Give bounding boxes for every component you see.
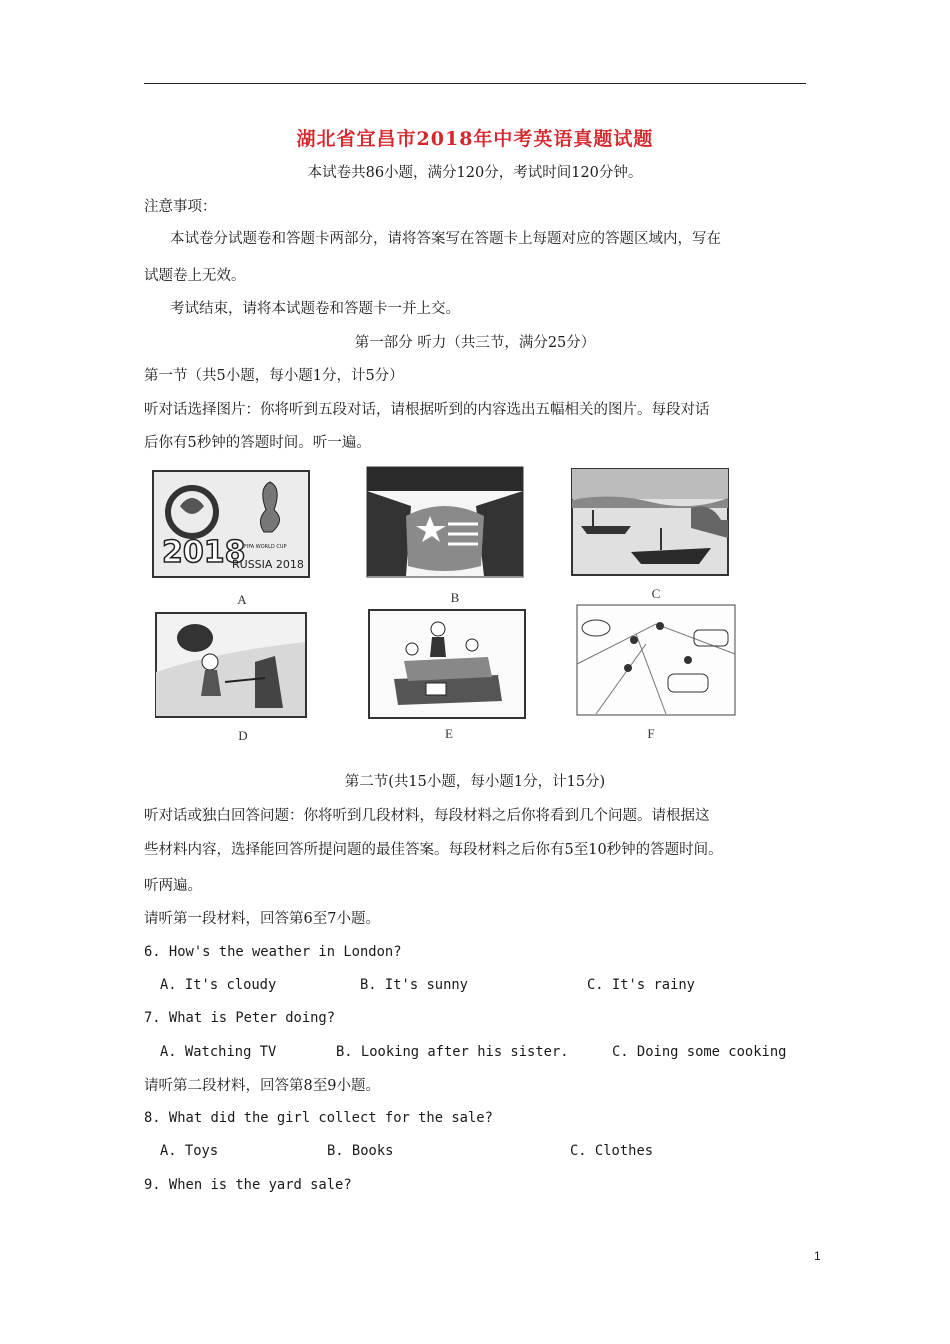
- subtitle: 本试卷共86小题，满分120分，考试时间120分钟。: [307, 165, 643, 181]
- question-6-option-c: C. It's rainy: [587, 977, 695, 993]
- picture-a-small-text: FIFA WORLD CUP: [244, 544, 287, 550]
- page-number: 1: [814, 1249, 821, 1263]
- question-8-option-a: A. Toys: [160, 1143, 219, 1159]
- question-6-stem: 6. How's the weather in London?: [144, 944, 402, 960]
- page-title: 湖北省宜昌市2018年中考英语真题试题: [296, 128, 654, 150]
- picture-a-logo-text: RUSSIA 2018: [232, 558, 304, 571]
- picture-f-street: [576, 604, 736, 716]
- picture-b-handshake: [366, 466, 524, 578]
- question-7-option-a: A. Watching TV: [160, 1044, 277, 1060]
- picture-label-c: C: [651, 586, 661, 601]
- header-rule: [144, 83, 806, 84]
- picture-a-worldcup: [152, 470, 310, 578]
- question-7-option-c: C. Doing some cooking: [612, 1044, 787, 1060]
- section1-heading: 第一节（共5小题，每小题1分，计5分）: [144, 368, 404, 384]
- question-8-stem: 8. What did the girl collect for the sale?: [144, 1110, 493, 1126]
- picture-label-e: E: [445, 726, 453, 741]
- notice-heading: 注意事项：: [144, 199, 217, 215]
- picture-label-b: B: [450, 590, 460, 605]
- question-7-option-b: B. Looking after his sister.: [336, 1044, 569, 1060]
- section2-instruction-c: 听两遍。: [144, 878, 202, 894]
- picture-label-a: A: [237, 592, 247, 607]
- picture-label-d: D: [238, 728, 248, 743]
- section1-instruction-a: 听对话选择图片：你将听到五段对话，请根据听到的内容选出五幅相关的图片。每段对话: [144, 402, 710, 418]
- section1-instruction-b: 后你有5秒钟的答题时间。听一遍。: [144, 435, 371, 451]
- material-2-instruction: 请听第二段材料，回答第8至9小题。: [144, 1078, 380, 1094]
- picture-a-year: 2018: [162, 535, 246, 570]
- question-6-option-b: B. It's sunny: [360, 977, 468, 993]
- question-6-option-a: A. It's cloudy: [160, 977, 277, 993]
- question-9-stem: 9. When is the yard sale?: [144, 1177, 352, 1193]
- picture-d-cartoon: [155, 612, 307, 718]
- part1-heading: 第一部分 听力（共三节，满分25分）: [354, 335, 596, 351]
- material-1-instruction: 请听第一段材料，回答第6至7小题。: [144, 911, 380, 927]
- picture-label-f: F: [647, 726, 655, 741]
- section2-heading: 第二节(共15小题，每小题1分，计15分): [344, 774, 606, 790]
- question-8-option-c: C. Clothes: [570, 1143, 654, 1159]
- notice-paragraph-2: 考试结束，请将本试题卷和答题卡一并上交。: [170, 301, 460, 317]
- question-7-stem: 7. What is Peter doing?: [144, 1010, 336, 1026]
- question-8-option-b: B. Books: [327, 1143, 394, 1159]
- notice-paragraph-1a: 本试卷分试题卷和答题卡两部分，请将答案写在答题卡上每题对应的答题区域内，写在: [170, 231, 721, 247]
- notice-paragraph-1b: 试题卷上无效。: [144, 268, 246, 284]
- picture-e-books: [368, 609, 526, 719]
- picture-c-boats: [571, 468, 729, 576]
- section2-instruction-a: 听对话或独白回答问题：你将听到几段材料，每段材料之后你将看到几个问题。请根据这: [144, 808, 710, 824]
- section2-instruction-b: 些材料内容，选择能回答所提问题的最佳答案。每段材料之后你有5至10秒钟的答题时间。: [144, 842, 723, 858]
